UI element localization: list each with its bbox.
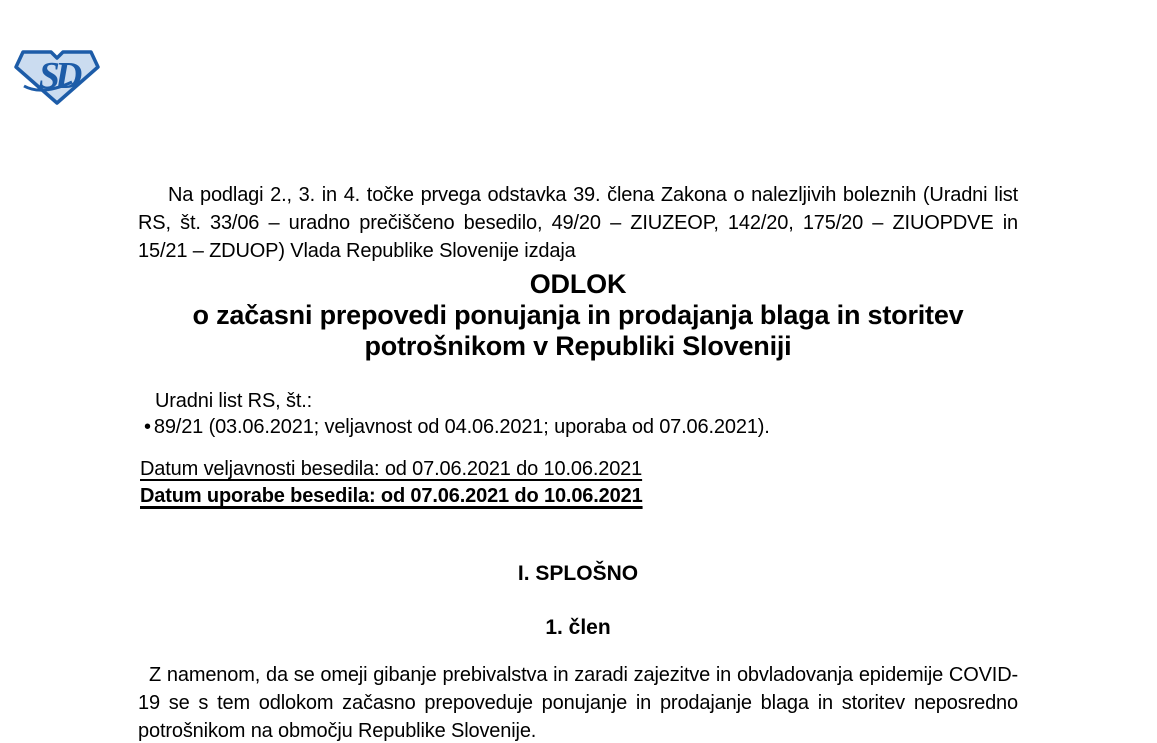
decree-subtitle: o začasni prepovedi ponujanja in prodajanja blaga in storitev potrošnikom v Republiki Sloveniji (192, 300, 964, 361)
application-date-line: Datum uporabe besedila: od 07.06.2021 do 10.06.2021 (140, 485, 643, 507)
document-content (138, 0, 1018, 743)
publisher-logo (14, 46, 100, 106)
bullet-icon: • (144, 416, 151, 438)
section-heading: I. SPLOŠNO (517, 562, 639, 585)
decree-title-block (138, 269, 1018, 362)
gazette-list-item (144, 413, 1018, 441)
article-paragraph: Z namenom, da se omeji gibanje prebivalstva in zaradi zajezitve in obvladovanja epidemije COVID-19 se s tem odlokom začasno prepoveduje ponujanje in prodajanje blaga in storitev neposredno potrošnikom na območju Republike Slovenije. (138, 664, 1018, 742)
validity-date-line: Datum veljavnosti besedila: od 07.06.2021 do 10.06.2021 (140, 458, 643, 480)
article-heading: 1. člen (545, 616, 611, 639)
logo-letters: SD (38, 55, 78, 97)
decree-title: ODLOK (529, 269, 627, 299)
gazette-label: Uradni list RS, št.: (155, 390, 313, 412)
gazette-item-text: 89/21 (03.06.2021; veljavnost od 04.06.2021; uporaba od 07.06.2021). (153, 416, 770, 438)
intro-paragraph: Na podlagi 2., 3. in 4. točke prvega odstavka 39. člena Zakona o nalezljivih boleznih (Uradni list RS, št. 33/06 – uradno prečiščeno besedilo, 49/20 – ZIUZEOP, 142/20, 175/20 – ZIUOPDVE in 15/21 – ZDUOP) Vlada Republike Slovenije izdaja (138, 184, 1018, 262)
